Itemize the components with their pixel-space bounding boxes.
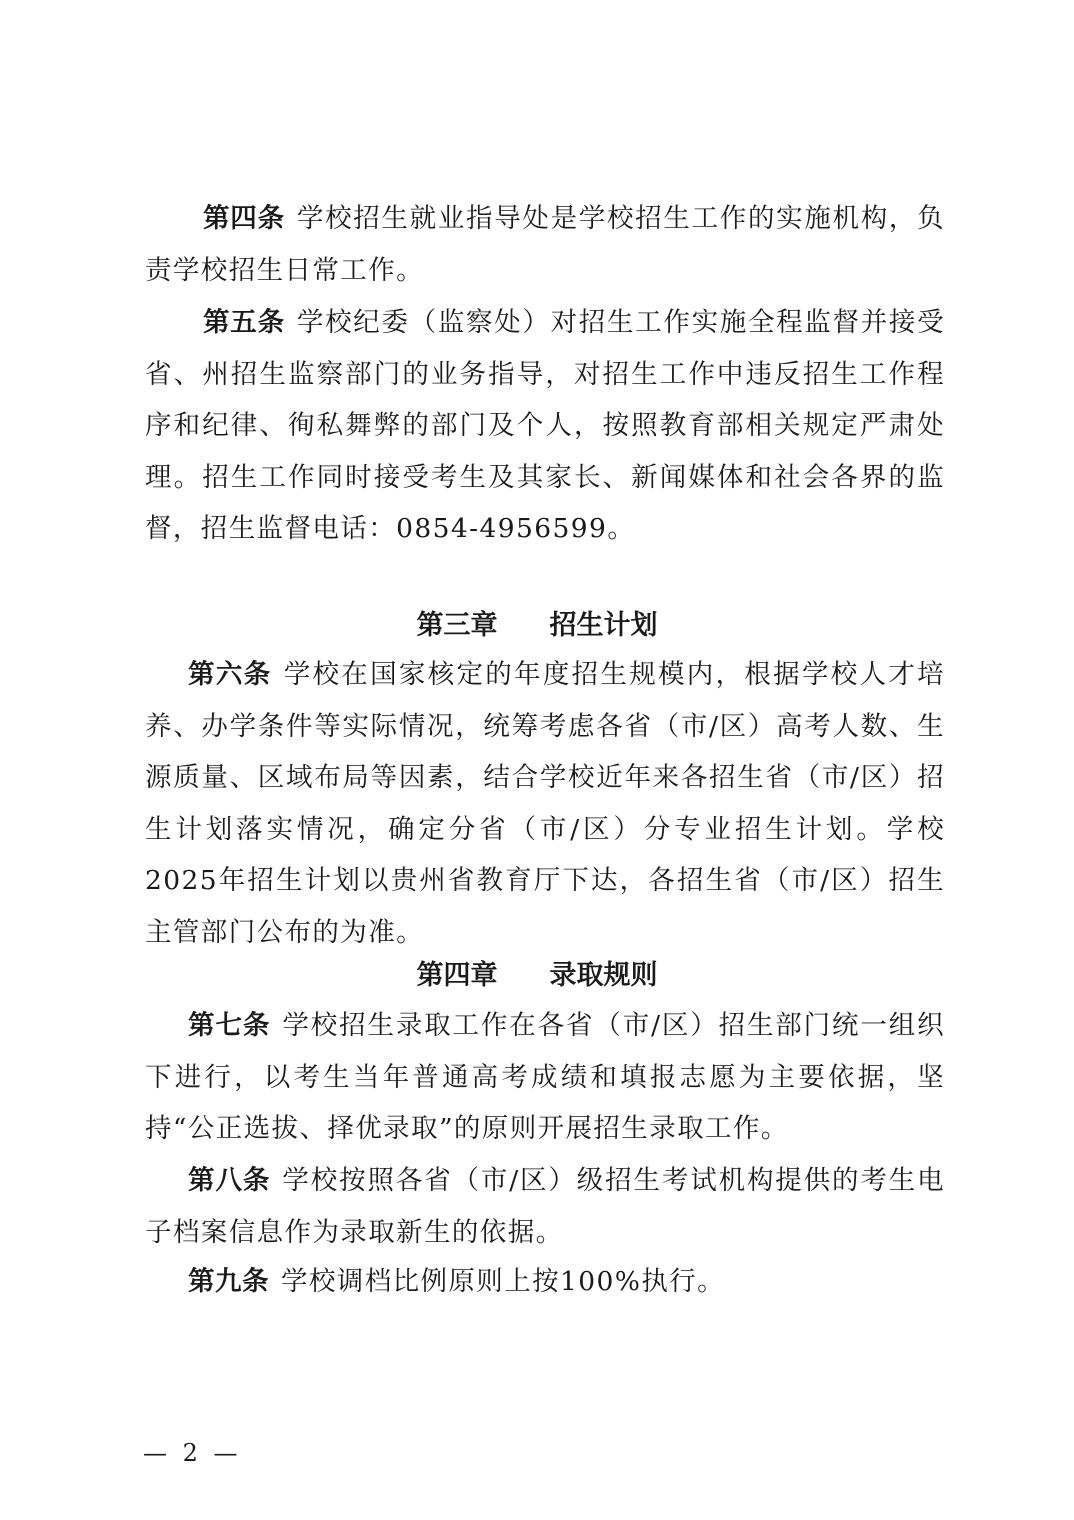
article-9-text: 学校调档比例原则上按100%执行。 xyxy=(281,1266,726,1297)
article-5-label: 第五条 xyxy=(203,307,285,338)
article-8-label: 第八条 xyxy=(188,1165,271,1196)
chapter-3-title: 招生计划 xyxy=(549,610,658,641)
article-9-label: 第九条 xyxy=(188,1266,269,1297)
article-8-text: 学校按照各省（市/区）级招生考试机构提供的考生电子档案信息作为录取新生的依据。 xyxy=(145,1165,946,1248)
article-7-text: 学校招生录取工作在各省（市/区）招生部门统一组织下进行，以考生当年普通高考成绩和填报志愿为主要依据，坚持“公正选拔、择优录取”的原则开展招生录取工作。 xyxy=(145,1010,946,1144)
article-4-label: 第四条 xyxy=(203,203,285,234)
chapter-3-number: 第三章 xyxy=(416,610,498,641)
article-5-text: 学校纪委（监察处）对招生工作实施全程监督并接受省、州招生监察部门的业务指导，对招生工作中违反招生工作程序和纪律、徇私舞弊的部门及个人，按照教育部相关规定严肃处理。招生工作同时接受考生及其家长、新闻媒体和社会各界的监督，招生监督电话：0854-4956599。 xyxy=(145,307,946,544)
chapter-4-heading xyxy=(0,956,1074,996)
article-4-text: 学校招生就业指导处是学校招生工作的实施机构，负责学校招生日常工作。 xyxy=(145,203,946,286)
article-4 xyxy=(145,193,945,296)
article-7-label: 第七条 xyxy=(188,1010,271,1041)
article-7 xyxy=(145,1000,945,1155)
article-5 xyxy=(145,297,945,555)
article-6-text: 学校在国家核定的年度招生规模内，根据学校人才培养、办学条件等实际情况，统筹考虑各省（市/区）高考人数、生源质量、区域布局等因素，结合学校近年来各招生省（市/区）招生计划落实情况，确定分省（市/区）分专业招生计划。学校2025年招生计划以贵州省教育厅下达，各招生省（市/区）招生主管部门公布的为准。 xyxy=(145,659,946,948)
article-6-label: 第六条 xyxy=(188,659,272,690)
article-9 xyxy=(145,1256,945,1308)
article-6 xyxy=(145,649,945,958)
article-8 xyxy=(145,1155,945,1258)
chapter-4-number: 第四章 xyxy=(416,960,498,991)
page-number: — 2 — xyxy=(143,1439,242,1467)
chapter-3-heading xyxy=(0,606,1074,646)
chapter-4-title: 录取规则 xyxy=(549,960,658,991)
